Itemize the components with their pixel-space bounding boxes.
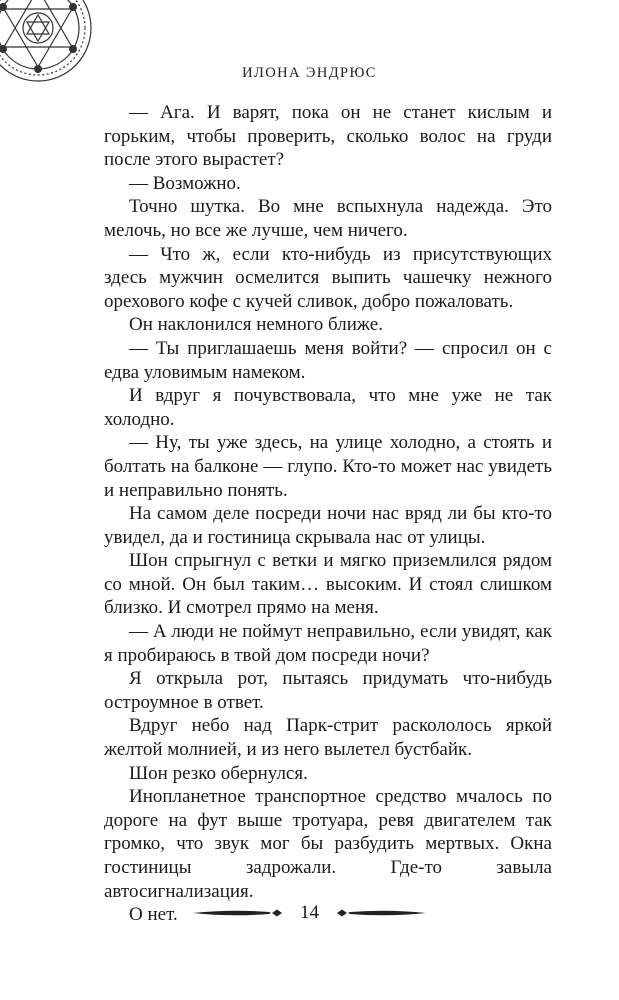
paragraph: — А люди не поймут неправильно, если увидят, как я пробираюсь в твой дом посреди ночи?	[104, 621, 552, 666]
page-footer	[0, 896, 619, 930]
paragraph: — Возможно.	[129, 172, 241, 194]
paragraph: Инопланетное транспортное средство мчалось по дороге на фут выше тротуара, ревя двигателем так громко, что звук мог бы разбудить мертвых. Окна гостиницы задрожали. Где-то завыла автосигнализация.	[104, 786, 552, 902]
paragraph: — Ну, ты уже здесь, на улице холодно, а стоять и болтать на балконе — глупо. Кто-то может нас увидеть и неправильно понять.	[104, 432, 552, 501]
paragraph: Он наклонился немного ближе.	[129, 314, 383, 336]
flourish-divider-icon	[191, 906, 286, 920]
paragraph: — Ты приглашаешь меня войти? — спросил он с едва уловимым намеком.	[104, 337, 552, 383]
paragraph: Шон спрыгнул с ветки и мягко приземлился рядом со мной. Он был таким… высоким. И стоял слишком близко. И смотрел прямо на меня.	[104, 550, 552, 619]
paragraph: Шон резко обернулся.	[129, 762, 308, 784]
body-text	[104, 101, 552, 927]
flourish-divider-icon	[333, 906, 428, 920]
paragraph: На самом деле посреди ночи нас вряд ли бы кто-то увидел, да и гостиница скрывала нас от улицы.	[104, 503, 552, 548]
paragraph: О нет.	[129, 904, 178, 926]
paragraph: — Что ж, если кто-нибудь из присутствующих здесь мужчин осмелится выпить чашечку нежного орехового кофе с кучей сливок, добро пожаловать.	[104, 243, 552, 312]
running-header: ИЛОНА ЭНДРЮС	[242, 65, 377, 81]
paragraph: Вдруг небо над Парк-стрит раскололось яркой желтой молнией, и из него вылетел бустбайк.	[104, 715, 552, 761]
paragraph: Точно шутка. Во мне вспыхнула надежда. Это мелочь, но все же лучше, чем ничего.	[104, 196, 552, 241]
paragraph: Я открыла рот, пытаясь придумать что-нибудь остроумное в ответ.	[104, 668, 552, 713]
page-number: 14	[300, 902, 319, 923]
paragraph: — Ага. И варят, пока он не станет кислым и горьким, чтобы проверить, сколько волос на груди после этого вырастет?	[104, 102, 552, 171]
paragraph: И вдруг я почувствовала, что мне уже не так холодно.	[104, 385, 552, 430]
